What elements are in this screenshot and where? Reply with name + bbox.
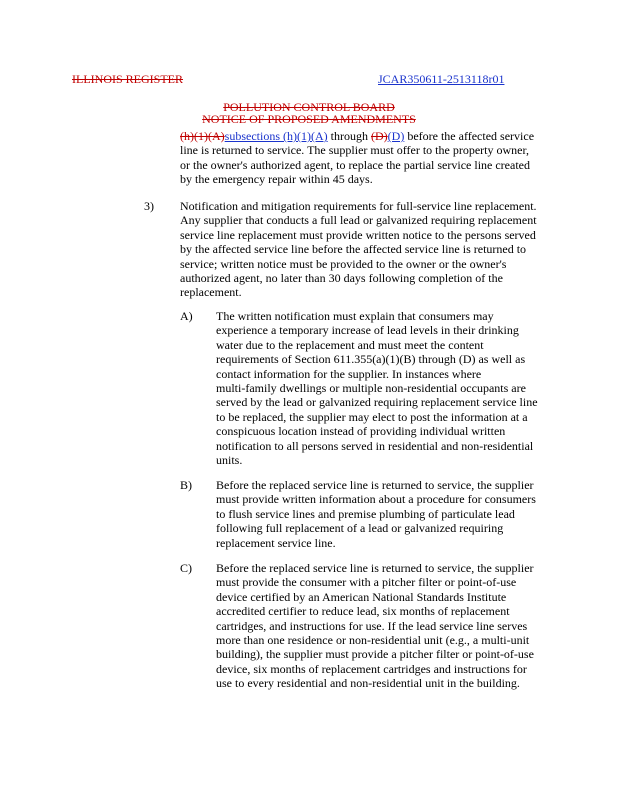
- paragraph-line: The written notification must explain that consumers may: [216, 309, 494, 323]
- paragraph-line: Before the replaced service line is returned to service, the supplier: [216, 478, 534, 492]
- continuation-line: [180, 129, 534, 143]
- paragraph-line: Before the replaced service line is returned to service, the supplier: [216, 561, 534, 575]
- plain-text: through: [327, 129, 371, 143]
- deleted-text: (h)(1)(A): [180, 129, 225, 143]
- paragraph-line: contact information for the supplier. In instances where: [216, 366, 482, 381]
- subsection-c-label: C): [180, 561, 192, 575]
- subsection-a-label: A): [180, 309, 193, 323]
- notice-title: NOTICE OF PROPOSED AMENDMENTS: [202, 112, 416, 126]
- subsection-c-text: [216, 561, 534, 691]
- subsection-b-label: B): [180, 478, 192, 492]
- paragraph-line: multi-family dwellings or multiple non-residential occupants are: [216, 381, 526, 396]
- paragraph-line: use to every residential and non-residential unit in the building.: [216, 676, 520, 691]
- continuation-line: or the owner's authorized agent, to replace the partial service line created: [180, 157, 530, 172]
- paragraph-line: device certified by an American National Standards Institute: [216, 589, 507, 604]
- subsection-b-text: [216, 478, 536, 550]
- paragraph-line: building), the supplier must provide a pitcher filter or point-of-use: [216, 647, 534, 662]
- jcar-code: JCAR350611-2513118r01: [378, 72, 505, 86]
- paragraph-line: accredited certifier to reduce lead, six months of replacement: [216, 604, 510, 619]
- subsection-a-text: [216, 309, 538, 467]
- paragraph-line: to be replaced, the supplier may elect to post the information at a: [216, 409, 528, 424]
- plain-text: before the affected service: [404, 129, 535, 143]
- item-3-number: 3): [144, 199, 154, 213]
- paragraph-line: must provide the consumer with a pitcher filter or point-of-use: [216, 575, 517, 590]
- paragraph-line: service line replacement must provide written notice to the persons served: [180, 227, 536, 242]
- board-title: POLLUTION CONTROL BOARD: [223, 100, 395, 114]
- item-3-text: [180, 199, 537, 300]
- paragraph-line: replacement.: [180, 285, 242, 300]
- paragraph-line: cartridges, and instructions for use. If the lead service line serves: [216, 618, 528, 633]
- paragraph-line: water due to the replacement and must meet the content: [216, 337, 484, 352]
- paragraph-line: following full replacement of a lead or galvanized requiring: [216, 521, 504, 536]
- paragraph-line: Notification and mitigation requirements for full-service line replacement.: [180, 199, 537, 213]
- paragraph-line: more than one residence or non-residential unit (e.g., a multi-unit: [216, 633, 530, 648]
- paragraph-line: Any supplier that conducts a full lead or galvanized requiring replacement: [180, 213, 537, 228]
- paragraph-line: notification to all persons served in residential and non-residential: [216, 438, 534, 453]
- paragraph-line: must provide written information about a procedure for consumers: [216, 492, 536, 507]
- deleted-text: (D): [370, 129, 388, 143]
- register-header: ILLINOIS REGISTER: [72, 72, 183, 86]
- continuation-paragraph: [180, 129, 534, 187]
- paragraph-line: requirements of Section 611.355(a)(1)(B) through (D) as well as: [216, 352, 526, 367]
- paragraph-line: units.: [216, 453, 243, 468]
- paragraph-line: replacement service line.: [216, 535, 336, 550]
- paragraph-line: device, six months of replacement cartridges and instructions for: [216, 661, 527, 676]
- paragraph-line: conspicuous location instead of providing individual written: [216, 424, 506, 439]
- continuation-line: line is returned to service. The supplier must offer to the property owner,: [180, 143, 529, 158]
- continuation-line: by the emergency repair within 45 days.: [180, 172, 373, 187]
- inserted-text: (D): [387, 129, 405, 143]
- paragraph-line: to flush service lines and premise plumbing of particulate lead: [216, 506, 515, 521]
- paragraph-line: by the affected service line before the affected service line is returned to: [180, 242, 527, 257]
- paragraph-line: service; written notice must be provided to the owner or the owner's: [180, 256, 507, 271]
- inserted-text: subsections (h)(1)(A): [224, 129, 328, 143]
- paragraph-line: served by the lead or galvanized requiring replacement service line: [216, 395, 538, 410]
- paragraph-line: authorized agent, no later than 30 days following completion of the: [180, 271, 503, 286]
- paragraph-line: experience a temporary increase of lead levels in their drinking: [216, 323, 519, 338]
